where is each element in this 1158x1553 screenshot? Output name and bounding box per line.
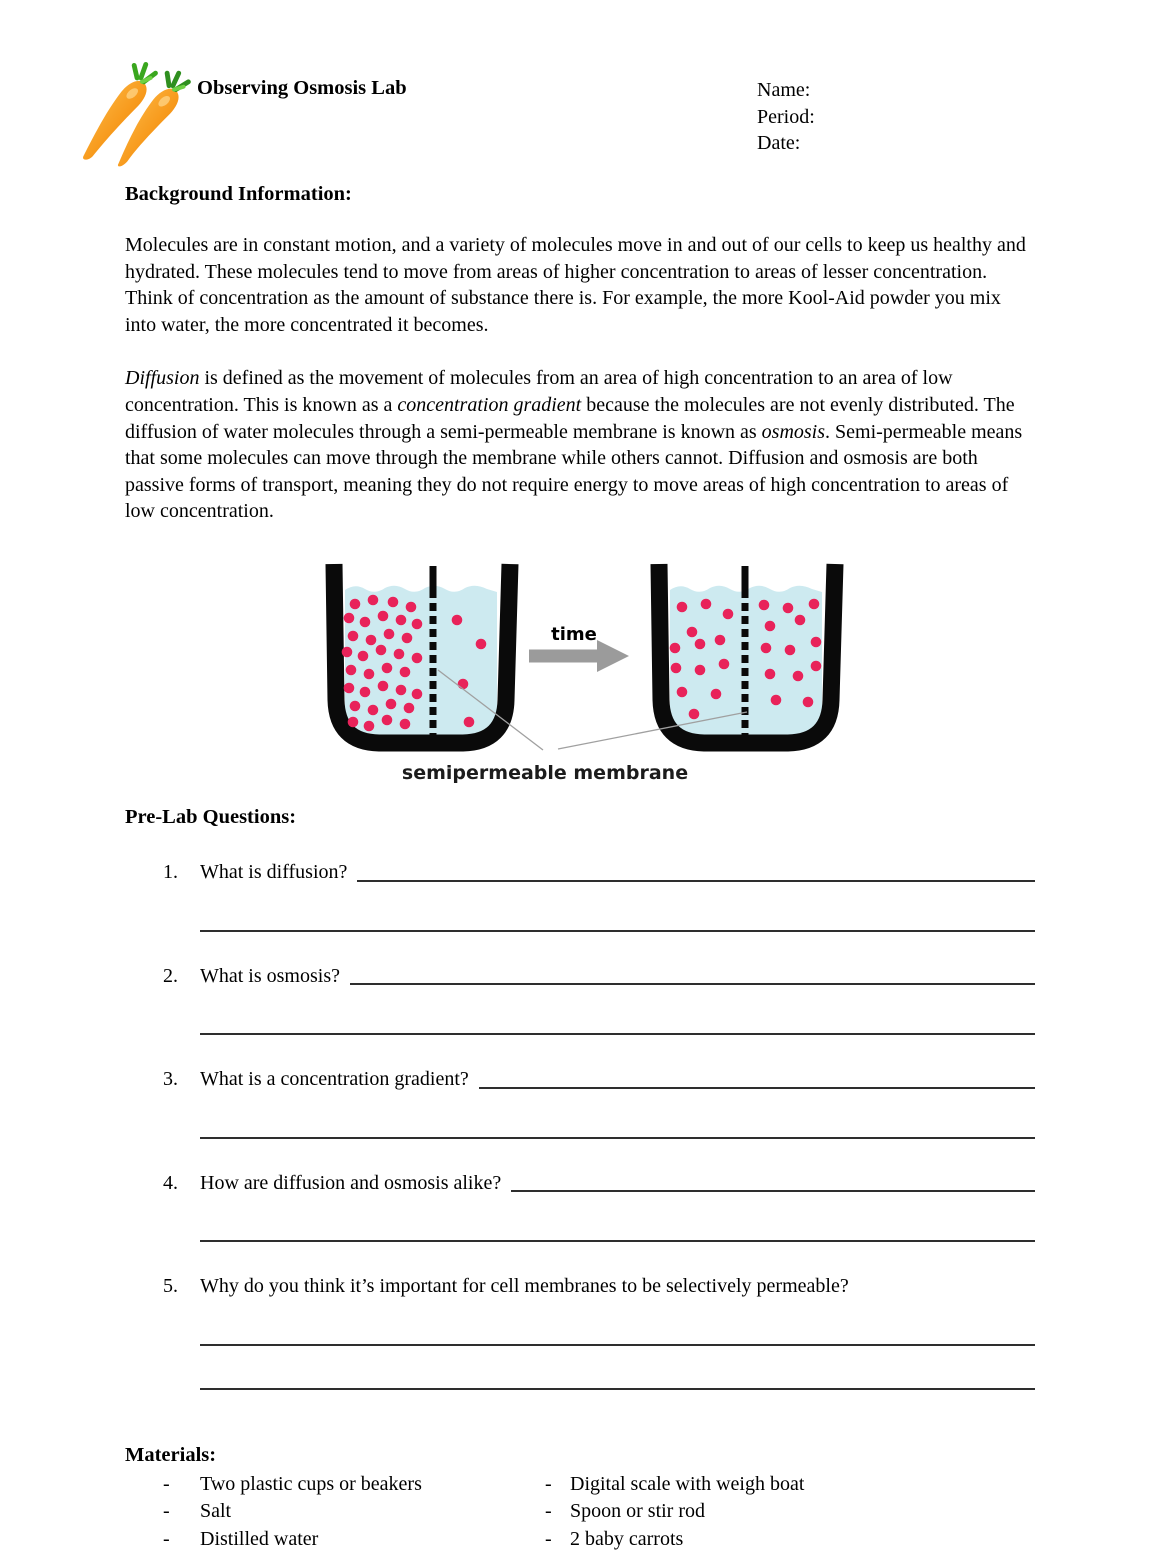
solute-dot — [695, 665, 706, 676]
solute-dot — [358, 651, 369, 662]
carrots-image — [76, 50, 202, 168]
material-item — [545, 1498, 705, 1526]
solute-dot — [394, 649, 405, 660]
solute-dot — [671, 663, 682, 674]
document-body — [125, 183, 1035, 1553]
solute-dot — [677, 687, 688, 698]
material-item — [163, 1471, 545, 1499]
solute-dot — [378, 681, 389, 692]
solute-dot — [719, 659, 730, 670]
solute-dot — [402, 633, 413, 644]
solute-dot — [452, 615, 463, 626]
solute-dot — [350, 599, 361, 610]
bullet-dash: - — [545, 1500, 552, 1523]
solute-dot — [476, 639, 487, 650]
student-info-fields — [757, 77, 815, 157]
period-field-label: Period: — [757, 105, 815, 128]
membrane-top — [742, 566, 749, 590]
question-block — [125, 963, 1035, 1036]
answer-line — [357, 880, 1035, 882]
solute-dot — [382, 663, 393, 674]
question-number: 5. — [163, 1275, 178, 1298]
solute-dot — [396, 685, 407, 696]
material-item-label: Two plastic cups or beakers — [200, 1472, 422, 1495]
materials-row — [125, 1471, 1035, 1499]
name-field-label: Name: — [757, 79, 811, 101]
italic-term: osmosis — [761, 420, 826, 443]
material-item-label: Spoon or stir rod — [570, 1500, 705, 1523]
question-number: 4. — [163, 1171, 178, 1194]
question-row — [125, 963, 1035, 990]
solute-dot — [765, 669, 776, 680]
solute-dot — [342, 647, 353, 658]
solute-dot — [412, 689, 423, 700]
material-item — [545, 1526, 683, 1553]
material-item — [163, 1498, 545, 1526]
material-item — [545, 1471, 804, 1499]
bullet-dash: - — [163, 1472, 170, 1495]
solute-dot — [376, 645, 387, 656]
solute-dot — [458, 679, 469, 690]
solute-dot — [350, 701, 361, 712]
diffusion-beakers-figure — [300, 552, 860, 792]
bullet-dash: - — [545, 1472, 552, 1495]
question-text: How are diffusion and osmosis alike? — [200, 1171, 502, 1194]
solute-dot — [364, 721, 375, 732]
solute-dot — [344, 613, 355, 624]
time-label: time — [551, 623, 597, 645]
solute-dot — [771, 695, 782, 706]
carrots-illustration — [76, 50, 202, 168]
beaker-after — [659, 564, 835, 743]
solute-dot — [795, 615, 806, 626]
text-run: because the molecules are not evenly distributed. The diffusion of water molecules through a semi-permeable membrane is known as — [125, 393, 1015, 443]
solute-dot — [346, 665, 357, 676]
solute-dot — [348, 631, 359, 642]
question-number: 1. — [163, 860, 178, 883]
solute-dot — [412, 619, 423, 630]
italic-term: Diffusion — [125, 367, 200, 390]
material-item-label: 2 baby carrots — [570, 1527, 684, 1550]
solute-dot — [785, 645, 796, 656]
italic-term: concentration gradient — [397, 393, 582, 416]
solute-dot — [715, 635, 726, 646]
question-number: 2. — [163, 964, 178, 987]
arrow-head-icon — [597, 640, 629, 672]
solute-dot — [412, 653, 423, 664]
answer-line — [200, 1240, 1035, 1242]
prelab-heading: Pre-Lab Questions: — [125, 805, 297, 828]
materials-heading: Materials: — [125, 1443, 217, 1466]
solute-dot — [811, 637, 822, 648]
solute-dot — [803, 697, 814, 708]
solute-dot — [809, 599, 820, 610]
bullet-dash: - — [163, 1500, 170, 1523]
solute-dot — [677, 602, 688, 613]
solute-dot — [687, 627, 698, 638]
question-block — [125, 859, 1035, 932]
solute-dot — [360, 687, 371, 698]
answer-line — [200, 1344, 1035, 1346]
solute-dot — [765, 621, 776, 632]
prelab-questions-list — [125, 859, 1035, 1390]
answer-line — [511, 1190, 1035, 1192]
question-block — [125, 1170, 1035, 1243]
solute-dot — [400, 719, 411, 730]
solute-dot — [384, 629, 395, 640]
material-item-label: Digital scale with weigh boat — [570, 1472, 805, 1495]
beaker-before — [334, 564, 510, 743]
solute-dot — [360, 617, 371, 628]
answer-line — [200, 930, 1035, 932]
solute-dot — [695, 639, 706, 650]
solute-dot — [711, 689, 722, 700]
solute-dot — [368, 595, 379, 606]
solute-dot — [364, 669, 375, 680]
solute-dot — [793, 671, 804, 682]
question-row — [125, 1170, 1035, 1197]
solute-dot — [386, 699, 397, 710]
material-item-label: Salt — [200, 1500, 232, 1523]
solute-dot — [723, 609, 734, 620]
solute-dot — [811, 661, 822, 672]
question-text: What is osmosis? — [200, 964, 340, 987]
solute-dot — [382, 715, 393, 726]
solute-dot — [761, 643, 772, 654]
page-title: Observing Osmosis Lab — [197, 77, 407, 99]
answer-line — [479, 1087, 1035, 1089]
answer-line — [350, 983, 1035, 985]
material-item-label: Distilled water — [200, 1527, 319, 1550]
material-item — [163, 1526, 545, 1553]
osmosis-diagram — [125, 552, 1035, 792]
solute-dot — [689, 709, 700, 720]
solute-dot — [396, 615, 407, 626]
question-text: What is a concentration gradient? — [200, 1068, 469, 1091]
solute-dot — [701, 599, 712, 610]
membrane-caption: semipermeable membrane — [401, 761, 689, 784]
solute-dot — [388, 597, 399, 608]
solute-dot — [670, 643, 681, 654]
solute-dot — [348, 717, 359, 728]
answer-line — [200, 1033, 1035, 1035]
membrane-top — [430, 566, 437, 590]
solute-dot — [400, 667, 411, 678]
date-field-label: Date: — [757, 132, 801, 154]
solute-dot — [366, 635, 377, 646]
solute-dot — [368, 705, 379, 716]
solute-dot — [404, 703, 415, 714]
solute-dot — [378, 611, 389, 622]
background-paragraph-1: Molecules are in constant motion, and a variety of molecules move in and out of our cells to keep us healthy and hydrated. These molecules tend to move from areas of higher concentration to areas of lesser concentration. Think of concentration as the amount of substance there is. For example, the more Kool-Aid powder you mix into water, the more concentrated it becomes. — [125, 234, 1026, 336]
background-paragraph-2 — [125, 365, 1035, 525]
text-run: . Semi-permeable means that some molecules can move through the membrane while others cannot. Diffusion and osmosis are both passive forms of transport, meaning they do not require energy to move areas of high concentration to areas of low concentration. — [125, 420, 1023, 523]
text-run: is defined as the movement of molecules from an area of high concentration to an area of low concentration. This is known as a — [125, 367, 953, 416]
time-arrow-group — [529, 624, 629, 672]
solute-dot — [406, 602, 417, 613]
materials-list — [125, 1471, 1035, 1553]
solute-dot — [344, 683, 355, 694]
solute-dot — [759, 600, 770, 611]
solute-dot — [464, 717, 475, 728]
question-block — [125, 1066, 1035, 1139]
question-block — [125, 1273, 1035, 1390]
solute-dot — [783, 603, 794, 614]
answer-line — [200, 1388, 1035, 1390]
answer-line — [200, 1137, 1035, 1139]
question-row — [125, 1273, 1035, 1300]
question-number: 3. — [163, 1068, 178, 1091]
question-text: Why do you think it’s important for cell membranes to be selectively permeable? — [200, 1275, 849, 1298]
materials-row — [125, 1498, 1035, 1526]
question-row — [125, 859, 1035, 886]
bullet-dash: - — [163, 1527, 170, 1550]
bullet-dash: - — [545, 1527, 552, 1550]
materials-row — [125, 1526, 1035, 1553]
question-text: What is diffusion? — [200, 860, 348, 883]
background-heading: Background Information: — [125, 183, 352, 205]
question-row — [125, 1066, 1035, 1093]
